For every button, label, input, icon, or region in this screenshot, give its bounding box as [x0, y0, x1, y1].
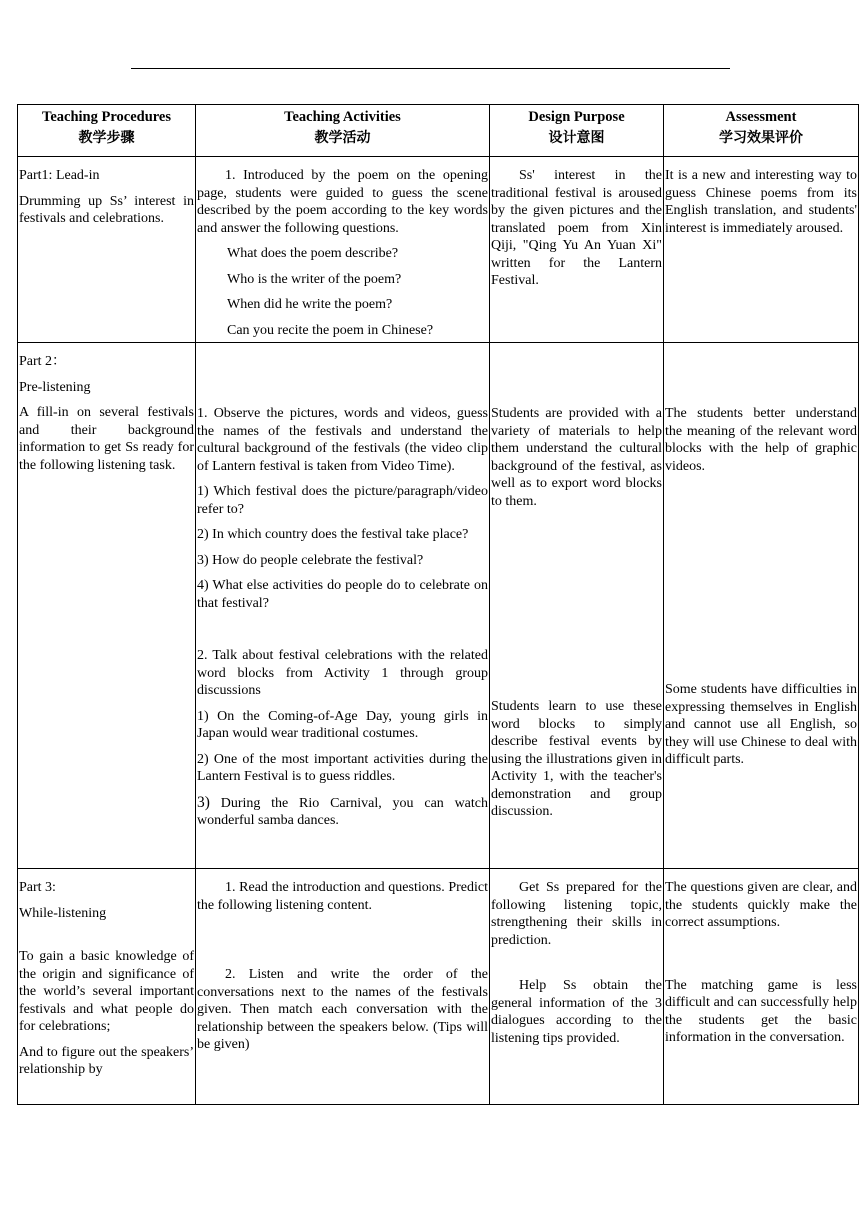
lesson-plan-table — [17, 104, 859, 1105]
header-en: Assessment — [725, 109, 797, 125]
header-teaching-activities — [196, 105, 490, 157]
activity-item — [197, 794, 488, 830]
activity-item: 2) One of the most important activities during the Lantern Festival is to guess riddles. — [197, 751, 488, 784]
procedure-description: Drumming up Ss’ interest in festivals and celebrations. — [19, 193, 194, 226]
purpose-cell — [490, 343, 664, 869]
header-zh: 教学步骤 — [78, 129, 135, 146]
header-zh: 教学活动 — [314, 129, 371, 146]
procedure-cell — [18, 157, 196, 343]
purpose-cell — [490, 157, 664, 343]
table-row-part2 — [18, 343, 859, 869]
assessment-text: Some students have difficulties in expressing themselves in English and cannot use all English, so they will use Chinese to deal with difficult parts. — [665, 682, 857, 767]
procedure-title: Part 2： — [19, 354, 67, 369]
activity-text: 1. Introduced by the poem on the opening page, students were guided to guess the scene described by the poem according to the key words and answer the following questions. — [197, 168, 488, 236]
purpose-text: Help Ss obtain the general information of the 3 dialogues according to the listening tips provided. — [491, 978, 662, 1046]
purpose-text: Ss' interest in the traditional festival is aroused by the given pictures and the translated poem from Xin Qiji, "Qing Yu An Yuan Xi" written for the Lantern Festival. — [491, 168, 662, 288]
purpose-cell — [490, 869, 664, 1105]
procedure-title: Part1: Lead-in — [19, 168, 100, 183]
activity-cell — [196, 343, 490, 869]
header-zh: 学习效果评价 — [719, 129, 803, 146]
assessment-cell — [664, 343, 859, 869]
procedure-subtitle: Pre-listening — [19, 379, 91, 395]
activity-item: 1) Which festival does the picture/paragraph/video refer to? — [197, 484, 488, 517]
header-en: Teaching Activities — [284, 109, 401, 125]
procedure-cell — [18, 869, 196, 1105]
activity-cell — [196, 157, 490, 343]
procedure-description: A fill-in on several festivals and their background information to get Ss ready for the following listening task. — [19, 405, 194, 473]
activity-item: 2) In which country does the festival take place? — [197, 527, 469, 542]
assessment-cell — [664, 869, 859, 1105]
purpose-text: Students learn to use these word blocks to simply describe festival events by using the illustrations given in Activity 1, with the teacher's demonstration and group discussion. — [491, 699, 662, 819]
purpose-text: Get Ss prepared for the following listening topic, strengthening their skills in prediction. — [491, 880, 662, 948]
activity-item: 4) What else activities do people do to celebrate on that festival? — [197, 578, 488, 611]
procedure-title: Part 3: — [19, 880, 56, 895]
activity-text: 2. Talk about festival celebrations with the related word blocks from Activity 1 through group discussions — [197, 648, 488, 698]
table-row-part3 — [18, 869, 859, 1105]
procedure-description: And to figure out the speakers’ relationship by — [19, 1044, 194, 1077]
question-item: Who is the writer of the poem? — [227, 271, 402, 287]
assessment-text: The questions given are clear, and the students quickly make the correct assumptions. — [665, 880, 857, 930]
procedure-subtitle: While-listening — [19, 905, 107, 921]
purpose-text: Students are provided with a variety of materials to help them understand the cultural background of the festival, as well as to export word blocks to them. — [491, 406, 662, 509]
activity-item: 3) How do people celebrate the festival? — [197, 552, 424, 568]
activity-item-text: During the Rio Carnival, you can watch wonderful samba dances. — [197, 795, 488, 828]
activity-text: 1. Observe the pictures, words and videos, guess the names of the festivals and understand the cultural background of the festivals (the video clip of Lantern festival is taken from Video Time). — [197, 406, 488, 474]
question-item: When did he write the poem? — [227, 297, 393, 312]
assessment-text: The matching game is less difficult and can successfully help the students get the basic information in the conversation. — [665, 977, 857, 1045]
question-item: What does the poem describe? — [227, 246, 399, 261]
header-assessment — [664, 105, 859, 157]
procedure-cell — [18, 343, 196, 869]
activity-item-number: 3) — [197, 793, 210, 811]
question-item: Can you recite the poem in Chinese? — [227, 322, 434, 338]
table-header-row — [18, 105, 859, 157]
procedure-description: To gain a basic knowledge of the origin and significance of the world’s several important festivals and what people do for celebrations; — [19, 949, 194, 1034]
header-en: Teaching Procedures — [41, 109, 172, 125]
assessment-cell — [664, 157, 859, 343]
assessment-text: The students better understand the meaning of the relevant word blocks with the help of graphic videos. — [665, 406, 857, 474]
activity-text: 2. Listen and write the order of the conversations next to the names of the festivals given. Then match each conversation with the relationship between the speakers below. (Tips will be given) — [197, 967, 488, 1052]
table-row-part1 — [18, 157, 859, 343]
header-zh: 设计意图 — [548, 129, 605, 146]
header-rule — [131, 68, 730, 69]
activity-text: 1. Read the introduction and questions. Predict the following listening content. — [197, 880, 488, 913]
activity-item: 1) On the Coming-of-Age Day, young girls in Japan would wear traditional costumes. — [197, 708, 488, 741]
header-design-purpose — [490, 105, 664, 157]
assessment-text: It is a new and interesting way to guess Chinese poems from its English translation, and students' interest is immediately aroused. — [665, 168, 857, 236]
header-en: Design Purpose — [528, 109, 625, 125]
activity-cell — [196, 869, 490, 1105]
header-teaching-procedures — [18, 105, 196, 157]
